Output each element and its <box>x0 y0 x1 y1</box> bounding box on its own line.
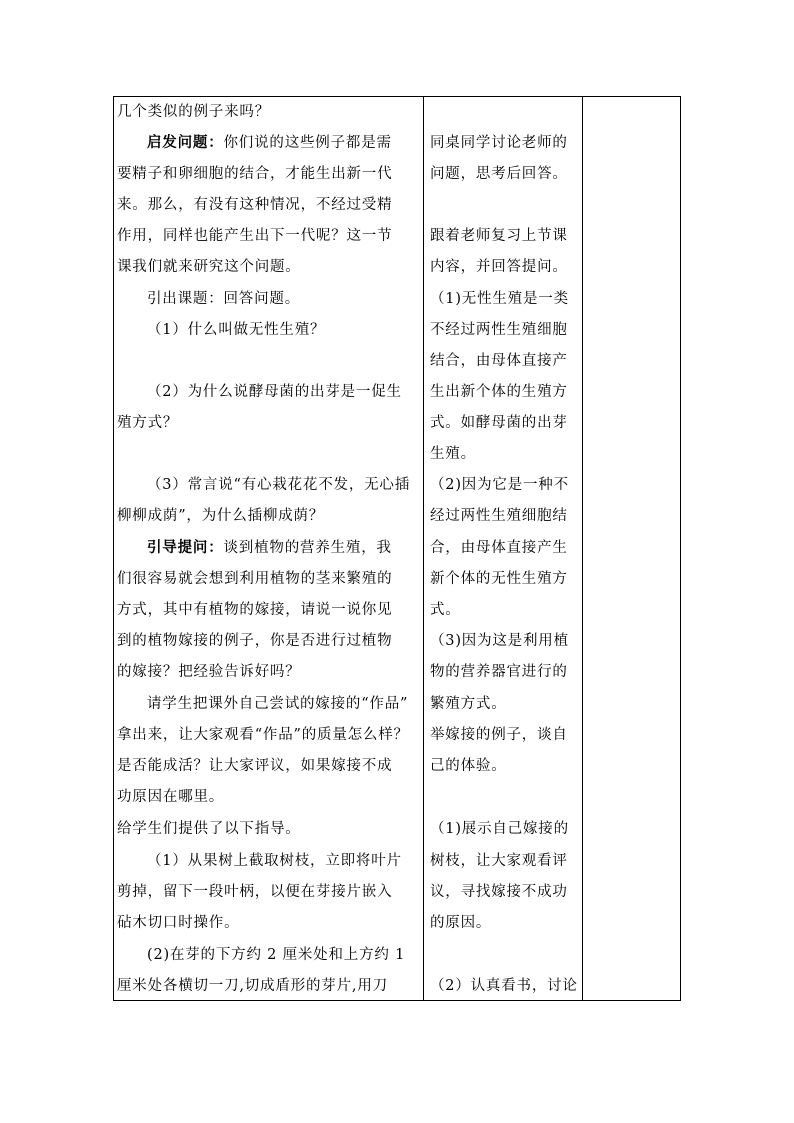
question-2-line-2: 殖方式？ <box>117 415 179 431</box>
para-guide-line-2: 们很容易就会想到利用植物的茎来繁殖的 <box>117 571 393 587</box>
answer-grafting-line-1: 举嫁接的例子，谈自 <box>430 727 568 743</box>
guide-label: 引导提问： <box>147 539 224 556</box>
answer-show-line-4: 的原因。 <box>430 915 492 931</box>
para-inspire-line-2: 要精子和卵细胞的结合，才能生出新一代 <box>117 166 393 182</box>
answer-1-line-1: （1)无性生殖是一类 <box>430 291 569 307</box>
answer-1-line-4: 生出新个体的生殖方 <box>430 384 568 400</box>
answer-2-line-4: 新个体的无性生殖方 <box>430 571 568 587</box>
column-divider-2 <box>582 97 583 1000</box>
column-divider-1 <box>423 97 424 1000</box>
para-inspire-line-5: 课我们就来研究这个问题。 <box>117 259 301 275</box>
question-2-line-1: （2）为什么说酵母菌的出芽是一促生 <box>147 384 402 400</box>
step-2-line-2: 厘米处各横切一刀,切成盾形的芽片,用刀 <box>117 978 388 994</box>
answer-1-line-6: 生殖。 <box>430 446 476 462</box>
question-3-line-1: （3）常言说“有心栽花花不发，无心插 <box>147 477 411 493</box>
para-guide-line-5: 的嫁接？把经验告诉好吗？ <box>117 664 301 680</box>
answer-2-line-5: 式。 <box>430 602 461 618</box>
step-1-line-2: 剪掉，留下一段叶柄，以便在芽接片嵌入 <box>117 884 393 900</box>
answer-2-line-3: 合，由母体直接产生 <box>430 540 568 556</box>
answer-1-line-3: 结合，由母体直接产 <box>430 353 568 369</box>
para-guide-line-3: 方式，其中有植物的嫁接，请说一说你见 <box>117 602 393 618</box>
answer-3-line-1: （3)因为这是利用植 <box>430 633 569 649</box>
answer-3-line-3: 繁殖方式。 <box>430 696 507 712</box>
step-1-line-1: （1）从果树上截取树枝，立即将叶片 <box>147 853 402 869</box>
para-guide-line-1: 引导提问：谈到植物的营养生殖，我 <box>147 539 392 556</box>
topic-intro: 引出课题：回答问题。 <box>147 291 300 307</box>
answer-discuss-line-2: 问题，思考后回答。 <box>430 166 568 182</box>
answer-read-line-1: （2）认真看书，讨论 <box>430 978 578 994</box>
answer-review-line-1: 跟着老师复习上节课 <box>430 228 568 244</box>
para-inspire-line-4: 作用，同样也能产生出下一代呢？这一节 <box>117 228 393 244</box>
step-2-line-1: (2)在芽的下方约 2 厘米处和上方约 1 <box>147 947 406 963</box>
guidance-intro: 给学生们提供了以下指导。 <box>117 821 301 837</box>
para-works-line-4: 功原因在哪里。 <box>117 789 225 805</box>
answer-review-line-2: 内容，并回答提问。 <box>430 259 568 275</box>
para-works-line-2: 拿出来，让大家观看“作品”的质量怎么样？ <box>117 727 409 743</box>
inspire-label: 启发问题： <box>147 134 224 151</box>
para-guide-line-4: 到的植物嫁接的例子，你是否进行过植物 <box>117 633 393 649</box>
para-inspire-line-3: 来。那么，有没有这种情况，不经过受精 <box>117 197 393 213</box>
intro-continuation: 几个类似的例子来吗？ <box>117 104 270 120</box>
answer-show-line-1: （1)展示自己嫁接的 <box>430 821 569 837</box>
answer-1-line-2: 不经过两性生殖细胞 <box>430 322 568 338</box>
question-1: （1）什么叫做无性生殖？ <box>147 322 326 338</box>
answer-discuss-line-1: 同桌同学讨论老师的 <box>430 135 568 151</box>
answer-2-line-2: 经过两性生殖细胞结 <box>430 508 568 524</box>
answer-show-line-3: 议，寻找嫁接不成功 <box>430 884 568 900</box>
answer-show-line-2: 树枝，让大家观看评 <box>430 853 568 869</box>
para-works-line-1: 请学生把课外自己尝试的嫁接的“作品” <box>147 696 409 712</box>
answer-2-line-1: （2)因为它是一种不 <box>430 477 569 493</box>
question-3-line-2: 柳柳成荫”，为什么插柳成荫？ <box>117 508 325 524</box>
answer-grafting-line-2: 己的体验。 <box>430 758 507 774</box>
para-works-line-3: 是否能成活？让大家评议，如果嫁接不成 <box>117 758 393 774</box>
para-inspire-line-1: 启发问题：你们说的这些例子都是需 <box>147 134 392 151</box>
step-1-line-3: 砧木切口时操作。 <box>117 915 240 931</box>
answer-1-line-5: 式。如酵母菌的出芽 <box>430 415 568 431</box>
answer-3-line-2: 物的营养器官进行的 <box>430 664 568 680</box>
